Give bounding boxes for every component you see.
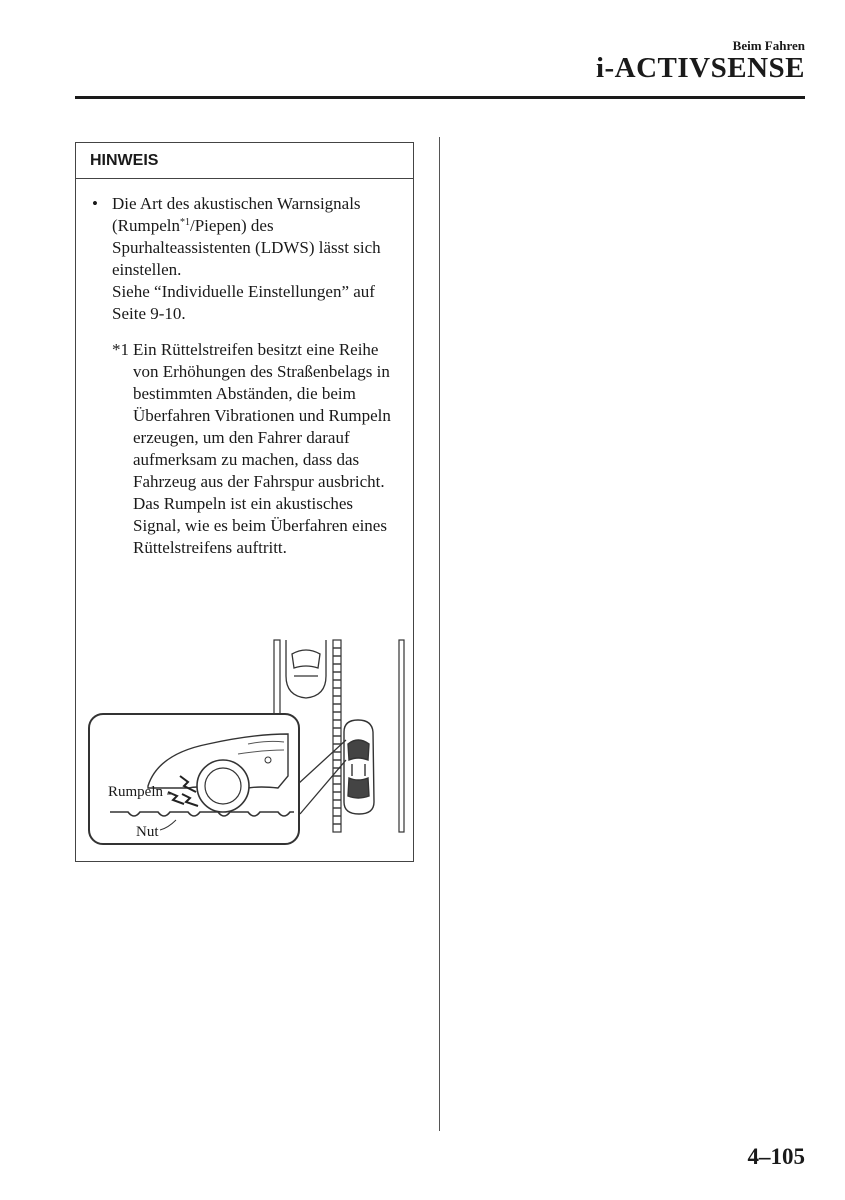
footnote-mark: *1 [112, 340, 129, 359]
footnote [90, 339, 399, 559]
bullet-text-part-2: /Piepen) des Spurhalteassistenten (LDWS) lässt sich einstellen. [112, 216, 381, 279]
bullet-text [112, 193, 399, 325]
drifting-car-icon [344, 720, 374, 814]
footnote-text [133, 339, 399, 559]
header-rule [75, 96, 805, 99]
chapter-title: i-ACTIVSENSE [595, 52, 805, 84]
column-divider [439, 137, 440, 1131]
wheel-detail-callout [89, 714, 299, 844]
footnote-paragraph-2: Das Rumpeln ist ein akustisches Signal, wie es beim Überfahren eines Rüttelstreifens auftritt. [133, 494, 387, 557]
bullet-item [90, 193, 399, 325]
groove-label: Nut [136, 824, 159, 840]
note-body [76, 179, 413, 559]
bullet-text-part-1: Die Art des akustischen Warnsignals (Rumpeln [112, 194, 361, 235]
section-title: Beim Fahren [732, 38, 805, 53]
right-lane-line [399, 640, 404, 832]
page-number: 4–105 [747, 1144, 805, 1169]
note-heading: HINWEIS [76, 143, 413, 179]
cross-reference: Siehe “Individuelle Einstellungen” auf Seite 9-10. [112, 282, 375, 323]
footnote-reference: *1 [180, 217, 190, 228]
bullet-paragraph [112, 193, 399, 281]
footnote-paragraph-1: Ein Rüttelstreifen besitzt eine Reihe von Erhöhungen des Straßenbelags in bestimmten Abständen, die beim Überfahren Vibrationen und Rumpeln erzeugen, um den Fahrer darauf aufmerksam zu machen, dass das Fahrzeug aus der Fahrspur ausbricht. [133, 340, 391, 491]
note-box [75, 142, 414, 862]
car-ahead-icon [286, 640, 326, 698]
rumble-strip [333, 640, 341, 832]
rumble-label: Rumpeln [108, 784, 163, 800]
bullet-mark: • [92, 194, 98, 213]
rumble-strip-illustration [88, 636, 408, 848]
